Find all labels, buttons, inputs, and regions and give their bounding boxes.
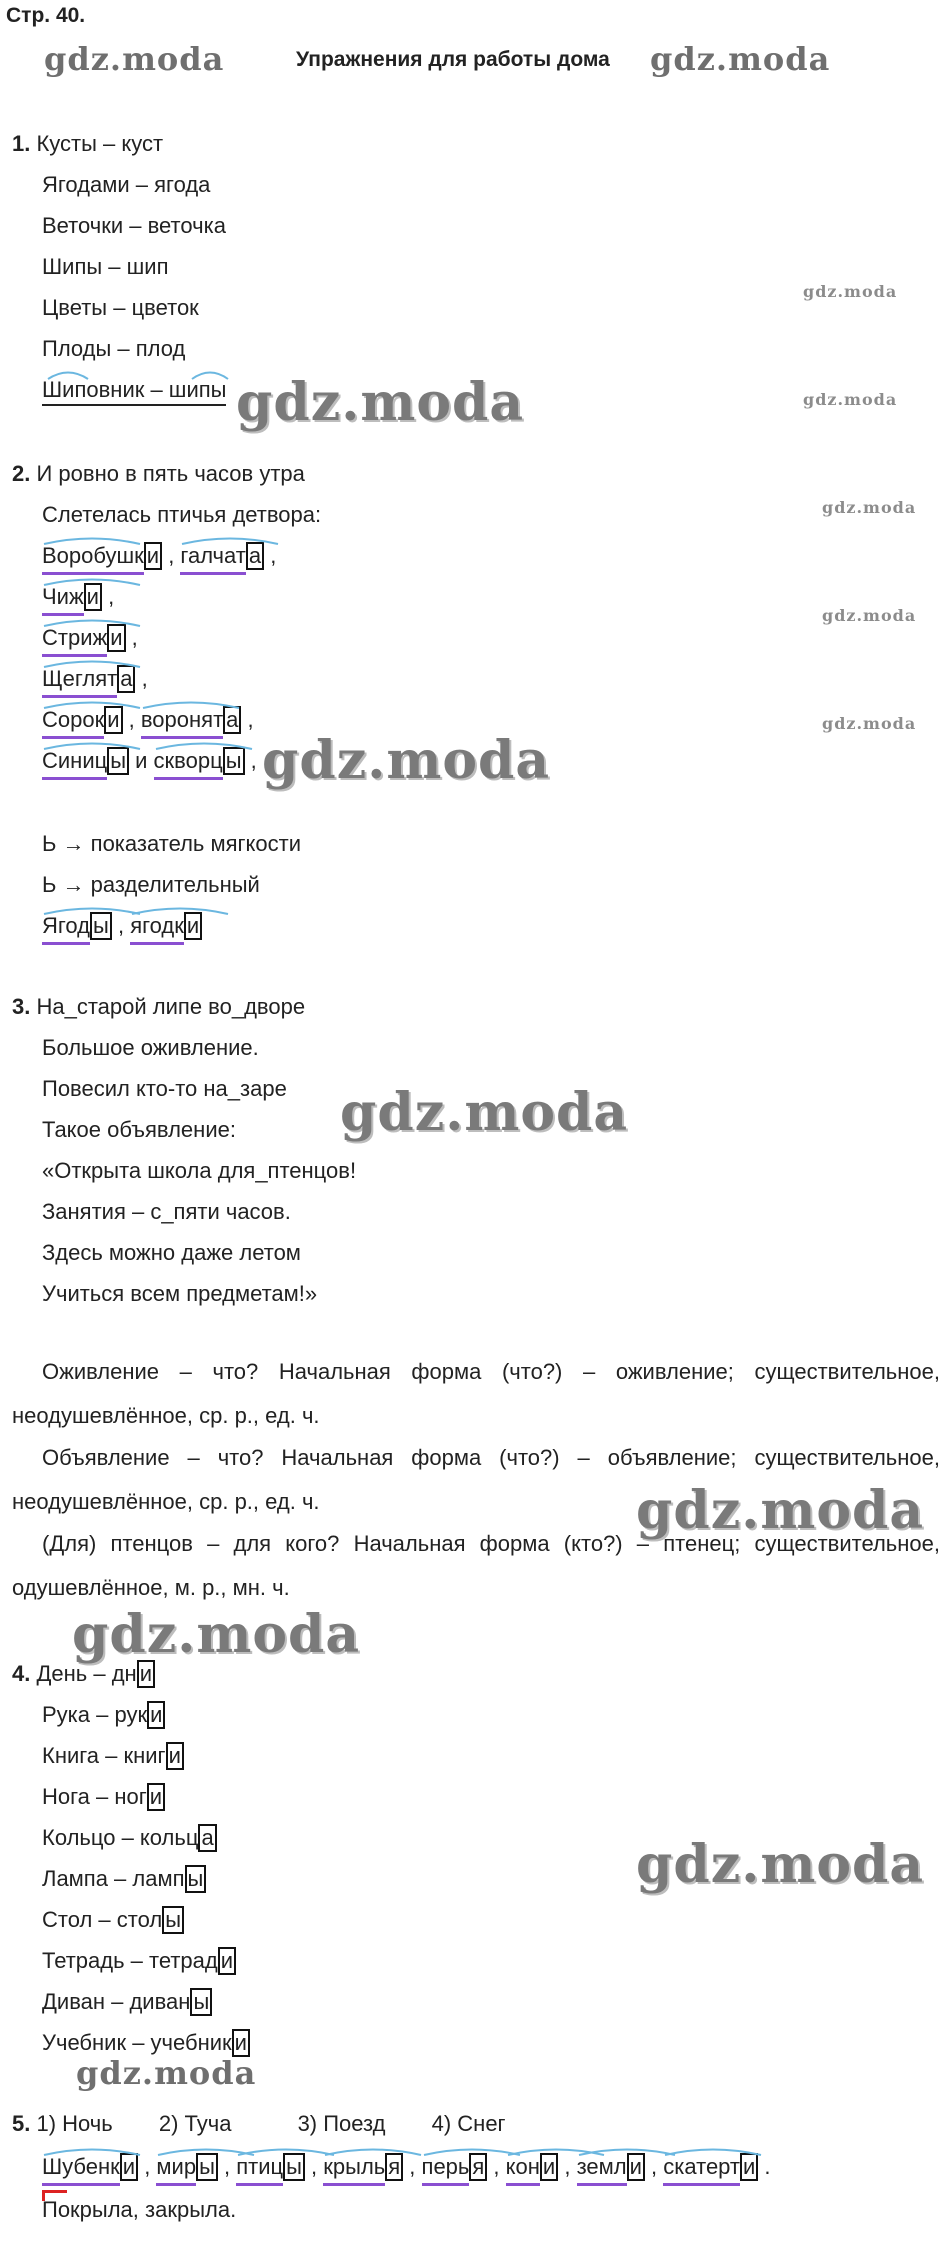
root-arc-icon [42, 574, 142, 586]
watermark: gdz.moda [803, 282, 898, 301]
ending-box: и [104, 706, 122, 734]
word-stem: мир [156, 2153, 196, 2181]
separating-sign-note: Ь → разделительный [42, 872, 260, 897]
ending-box: и [740, 2153, 758, 2181]
ex2-word-row: Синиц ы и скворц ы , [42, 747, 257, 775]
root-arc-icon [130, 903, 230, 915]
page-title: Упражнения для работы дома [296, 48, 610, 71]
soft-sign-note: Ь → показатель мягкости [42, 831, 302, 856]
word-stem: Синиц [42, 747, 107, 775]
watermark: gdz.moda [822, 606, 917, 625]
ex1-line: Шипы – шип [42, 254, 169, 279]
ending-box: и [218, 1947, 236, 1975]
ex5-riddles: 5. 1) Ночь 2) Туча 3) Поезд 4) Снег [12, 2111, 506, 2136]
ending-box: а [246, 542, 264, 570]
ex1-line: Цветы – цветок [42, 295, 199, 320]
word-stem: Щеглят [42, 665, 117, 693]
ex5-last-line [42, 2196, 236, 2224]
ending-box: а [198, 1824, 216, 1852]
ex2-word-row: Стриж и , [42, 624, 138, 652]
ending-box: и [137, 1660, 155, 1688]
ending-box: и [232, 2029, 250, 2057]
root-arc-icon [180, 533, 280, 545]
watermark: gdz.moda [636, 1480, 925, 1541]
ending-box: и [107, 624, 125, 652]
ex4-row: Кольцо – кольц а [42, 1824, 217, 1852]
word-stem: птиц [236, 2153, 283, 2181]
word-stem: Стриж [42, 624, 107, 652]
ex4-row: Учебник – учебник и [42, 2029, 250, 2057]
analysis-paragraph: Объявление – что? Начальная форма (что?) – объявление; существительное, неодушевлённое, ср. р., ед. ч. [12, 1445, 940, 1514]
word-stem: Сорок [42, 706, 104, 734]
ending-box: ы [283, 2153, 305, 2181]
ending-box: и [166, 1742, 184, 1770]
word-stem: земл [577, 2153, 627, 2181]
word-stem: кон [506, 2153, 540, 2181]
ending-box: ы [107, 747, 129, 775]
ending-box: и [144, 542, 162, 570]
ex2-word-row: Воробушк и , галчат а , [42, 542, 276, 570]
ex3-line: Занятия – с_пяти часов. [42, 1199, 291, 1224]
ending-box: и [147, 1783, 165, 1811]
ex1-line [42, 376, 226, 406]
ex4-row: 4. День – дн и [12, 1660, 155, 1688]
ending-box: и [120, 2153, 138, 2181]
ending-box: и [540, 2153, 558, 2181]
watermark: gdz.moda [822, 498, 917, 517]
ending-box: и [184, 912, 202, 940]
ex4-row: Нога – ног и [42, 1783, 165, 1811]
word-stem: Чиж [42, 583, 84, 611]
ending-box: ы [162, 1906, 184, 1934]
ending-box: ы [190, 1988, 212, 2016]
ex4-row: Диван – диван ы [42, 1988, 212, 2016]
root-arc-icon [154, 738, 254, 750]
root-arc-icon [42, 656, 142, 668]
ex2-word-row: Сорок и , воронят а , [42, 706, 254, 734]
ex2-word-row: Щеглят а , [42, 665, 148, 693]
ending-box: ы [90, 912, 112, 940]
root-arc-icon [42, 533, 142, 545]
ex3-line: 3. На_старой липе во_дворе [12, 994, 306, 1019]
word-stem: перь [422, 2153, 470, 2181]
ending-box: и [147, 1701, 165, 1729]
ending-box: а [117, 665, 135, 693]
ex2-line: Слетелась птичья детвора: [42, 502, 322, 527]
analysis-paragraph: (Для) птенцов – для кого? Начальная форма (кто?) – птенец; существительное, одушевлённое, м. р., мн. ч. [12, 1531, 940, 1600]
watermark: gdz.moda [76, 2054, 257, 2092]
watermark: gdz.moda [44, 40, 225, 78]
word-stem: галчат [180, 542, 245, 570]
ex4-row: Рука – рук и [42, 1701, 165, 1729]
watermark: gdz.moda [650, 40, 831, 78]
page-label: Стр. 40. [6, 4, 86, 27]
analysis-paragraph: Оживление – что? Начальная форма (что?) – оживление; существительное, неодушевлённое, ср. р., ед. ч. [12, 1359, 940, 1428]
watermark: gdz.moda [236, 372, 525, 433]
ex1-line: 1. Кусты – куст [12, 131, 164, 156]
ending-box: и [627, 2153, 645, 2181]
word-stem: ягодк [130, 912, 184, 940]
watermark: gdz.moda [340, 1082, 629, 1143]
watermark: gdz.moda [636, 1834, 925, 1895]
ending-box: ы [223, 747, 245, 775]
ex4-row: Лампа – ламп ы [42, 1865, 206, 1893]
root-arc-icon [577, 2144, 677, 2156]
ending-box: и [84, 583, 102, 611]
ex3-line: Учиться всем предметам!» [42, 1281, 318, 1306]
watermark: gdz.moda [262, 730, 551, 791]
ex2-word-row: Ягод ы , ягодк и [42, 912, 202, 940]
watermark: gdz.moda [72, 1604, 361, 1665]
root-arc-icon [42, 697, 142, 709]
ending-box: а [223, 706, 241, 734]
word-stem: скворц [154, 747, 223, 775]
root-arc-icon [236, 2144, 336, 2156]
word-stem: Ягод [42, 912, 90, 940]
ending-box: ы [196, 2153, 218, 2181]
watermark: gdz.moda [822, 714, 917, 733]
word-stem: скатерт [663, 2153, 740, 2181]
root-arc-icon [663, 2144, 763, 2156]
ex2-word-row: Чиж и , [42, 583, 114, 611]
root-arc-icon [42, 615, 142, 627]
ending-box: я [469, 2153, 487, 2181]
ex1-line: Веточки – веточка [42, 213, 226, 238]
ex1-line: Плоды – плод [42, 336, 186, 361]
ex3-line: Большое оживление. [42, 1035, 259, 1060]
ex4-row: Тетрадь – тетрад и [42, 1947, 236, 1975]
root-arc-icon [42, 903, 142, 915]
root-arc-icon [42, 2144, 142, 2156]
ex3-line: Здесь можно даже летом [42, 1240, 301, 1265]
ex3-line: Такое объявление: [42, 1117, 236, 1142]
word-stem: крыль [323, 2153, 385, 2181]
ex2-line: 2. И ровно в пять часов утра [12, 461, 305, 486]
root-arc-icon [323, 2144, 423, 2156]
prefix-marked-text: Покрыла, закрыла. [42, 2196, 236, 2224]
root-arc-icon [141, 697, 241, 709]
word-stem: воронят [141, 706, 223, 734]
word-stem: Воробушк [42, 542, 144, 570]
root-marked-word: Шиповник – шипы [42, 376, 226, 406]
word-stem: Шубенк [42, 2153, 120, 2181]
ex3-line: «Открыта школа для_птенцов! [42, 1158, 357, 1183]
ex5-word-row: Шубенк и , мир ы , птиц ы , крыль я , перь я , кон и , земл и , скатерт и . [42, 2153, 771, 2181]
ending-box: я [385, 2153, 403, 2181]
ex4-row: Стол – стол ы [42, 1906, 184, 1934]
ex1-line: Ягодами – ягода [42, 172, 211, 197]
watermark: gdz.moda [803, 390, 898, 409]
ex4-row: Книга – книг и [42, 1742, 184, 1770]
prefix-mark-icon [42, 2190, 67, 2201]
ending-box: ы [185, 1865, 207, 1893]
root-arc-icon [42, 738, 142, 750]
root-arcs [42, 366, 252, 380]
ex3-line: Повесил кто-то на_заре [42, 1076, 287, 1101]
